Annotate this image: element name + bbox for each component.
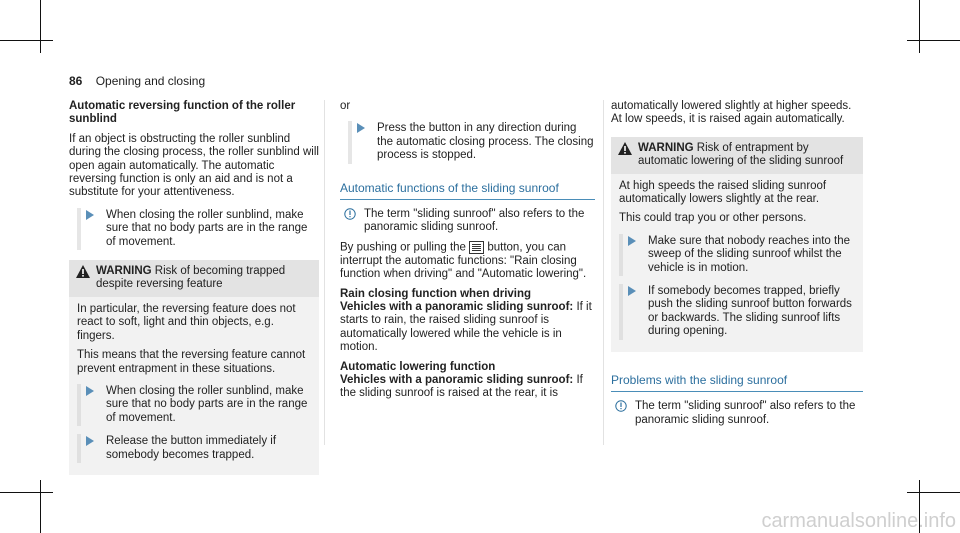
instruction-text: Press the button in any direction during the automatic closing process. The closing process is stopped. [377,122,594,162]
paragraph [340,301,595,355]
crop-mark [0,40,53,41]
paragraph: automatically lowered slightly at higher speeds. At low speeds, it is raised again automatically. [611,100,852,126]
paragraph-text: By pushing or pulling the [340,241,466,254]
warning-body [611,174,863,352]
paragraph: In particular, the reversing feature does not react to soft, light and thin objects, e.g. fingers. [77,302,296,342]
column-middle [340,100,595,407]
crop-mark [0,492,53,493]
warning-label: WARNING [96,265,152,278]
info-icon [615,400,627,412]
paragraph: This means that the reversing feature cannot prevent entrapment in these situations. [77,349,306,375]
crop-mark [907,492,960,493]
vehicle-label: Vehicles with a panoramic sliding sunroof: [340,301,574,313]
arrow-icon [86,436,94,446]
page-number: 86 [69,74,83,88]
column-divider [603,100,604,445]
paragraph: or [340,100,351,112]
warning-label: WARNING [638,141,694,154]
instruction-text: Make sure that nobody reaches into the sweep of the sliding sunroof whilst the vehicle is in motion. [648,234,851,274]
warning-title: Risk of entrapment by automatic lowering of the sliding sunroof [638,141,844,168]
arrow-icon [357,123,365,133]
paragraph-text: button, you can interrupt the automatic functions: "Rain closing function when driving" and "Automatic lowering". [340,241,587,281]
section-heading: Automatic reversing function of the roller sunblind [69,100,296,126]
crop-mark [40,480,41,533]
crop-mark [40,0,41,53]
note-text: The term "sliding sunroof" also refers to the panoramic sliding sunroof. [364,208,585,234]
subheading: Rain closing function when driving [340,287,532,300]
instruction-item [77,434,311,463]
note-text: The term "sliding sunroof" also refers to the panoramic sliding sunroof. [635,400,856,426]
warning-body [69,297,319,475]
subheading: Automatic lowering function [340,360,496,373]
info-icon [344,208,356,220]
crop-mark [907,40,960,41]
arrow-icon [628,286,636,296]
section-heading: Automatic functions of the sliding sunroof [340,182,595,200]
paragraph: If an object is obstructing the roller sunblind during the closing process, the roller sunblind will open again automatically. The automatic reversing function is only an aid and is not a substitute for your attentiveness. [69,132,319,199]
column-divider [324,100,325,445]
note [611,400,863,427]
warning-icon [618,142,632,155]
paragraph: This could trap you or other persons. [619,212,807,225]
page-header [69,74,205,88]
column-right [611,100,863,433]
paragraph-text: If the sliding sunroof is raised at the rear, it is [340,374,583,400]
note [340,208,595,235]
crop-mark [919,0,920,53]
instruction-item [619,234,855,276]
arrow-icon [86,386,94,396]
warning-box [69,260,319,475]
paragraph: At high speeds the raised sliding sunroof automatically lowers slightly at the rear. [619,179,827,206]
arrow-icon [628,236,636,246]
instruction-item [348,121,595,163]
instruction-text: When closing the roller sunblind, make sure that no body parts are in the range of movement. [106,208,308,248]
instruction-text: If somebody becomes trapped, briefly push the sliding sunroof button forwards or backwards. The sliding sunroof lifts during opening. [648,285,852,338]
instruction-text: When closing the roller sunblind, make sure that no body parts are in the range of movement. [106,384,308,424]
warning-header [69,260,319,297]
watermark: carmanualsonline.info [761,510,956,532]
instruction-item [619,284,855,340]
paragraph-text: If it starts to rain, the raised sliding sunroof is automatically lowered while the vehicle is in motion. [340,301,592,354]
section-heading: Problems with the sliding sunroof [611,374,863,392]
column-left [69,100,319,475]
instruction-item [77,208,319,250]
instruction-text: Release the button immediately if somebody becomes trapped. [106,435,277,461]
arrow-icon [86,210,94,220]
button-symbol-icon [469,241,484,254]
warning-header [611,137,863,174]
warning-title: Risk of becoming trapped despite reversing feature [96,265,286,291]
vehicle-label: Vehicles with a panoramic sliding sunroof: [340,374,574,387]
paragraph [340,241,595,282]
warning-icon [76,265,90,278]
paragraph [340,374,595,401]
instruction-item [77,384,311,426]
section-title: Opening and closing [95,74,206,88]
warning-box [611,137,863,352]
